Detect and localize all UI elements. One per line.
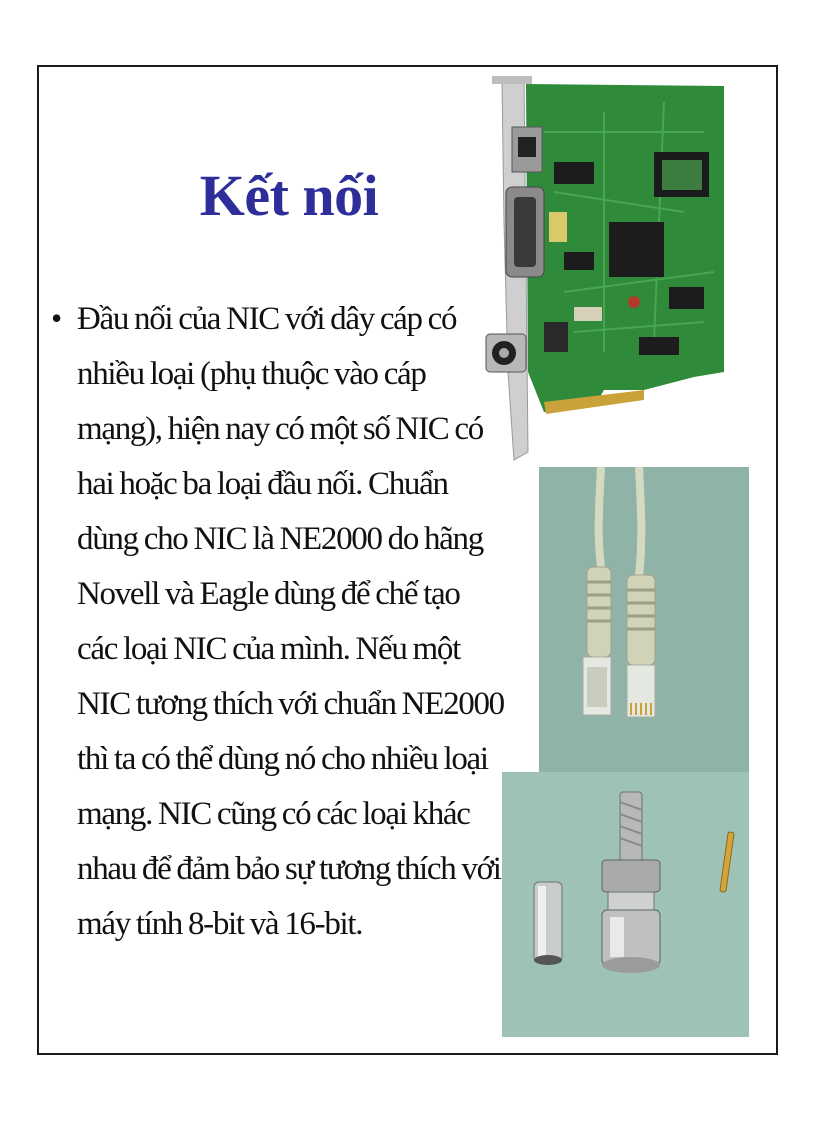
bullet-line: mạng. NIC cũng có các loại khác bbox=[77, 796, 470, 832]
bullet-line: NIC tương thích với chuẩn NE2000 bbox=[77, 686, 504, 722]
bullet-line: nhau để đảm bảo sự tương thích với bbox=[77, 851, 501, 887]
bullet-list bbox=[51, 292, 513, 952]
bullet-item bbox=[51, 292, 513, 952]
nic-card-image bbox=[484, 72, 729, 462]
bullet-line: máy tính 8-bit và 16-bit. bbox=[77, 906, 363, 942]
bullet-icon: • bbox=[51, 300, 63, 336]
rj45-cable-image bbox=[539, 467, 749, 772]
bullet-line: dùng cho NIC là NE2000 do hãng bbox=[77, 521, 483, 557]
bullet-line: thì ta có thể dùng nó cho nhiều loại bbox=[77, 741, 488, 777]
bullet-line: nhiều loại (phụ thuộc vào cáp bbox=[77, 356, 426, 392]
slide-title: Kết nối bbox=[199, 163, 379, 228]
bullet-line: hai hoặc ba loại đầu nối. Chuẩn bbox=[77, 466, 448, 502]
bullet-line: Novell và Eagle dùng để chế tạo bbox=[77, 576, 460, 612]
bullet-line: các loại NIC của mình. Nếu một bbox=[77, 631, 460, 667]
bullet-line: mạng), hiện nay có một số NIC có bbox=[77, 411, 483, 447]
slide bbox=[37, 65, 778, 1055]
bnc-connector-image bbox=[502, 772, 749, 1037]
bullet-text bbox=[77, 292, 504, 952]
bullet-line: Đầu nối của NIC với dây cáp có bbox=[77, 301, 457, 337]
